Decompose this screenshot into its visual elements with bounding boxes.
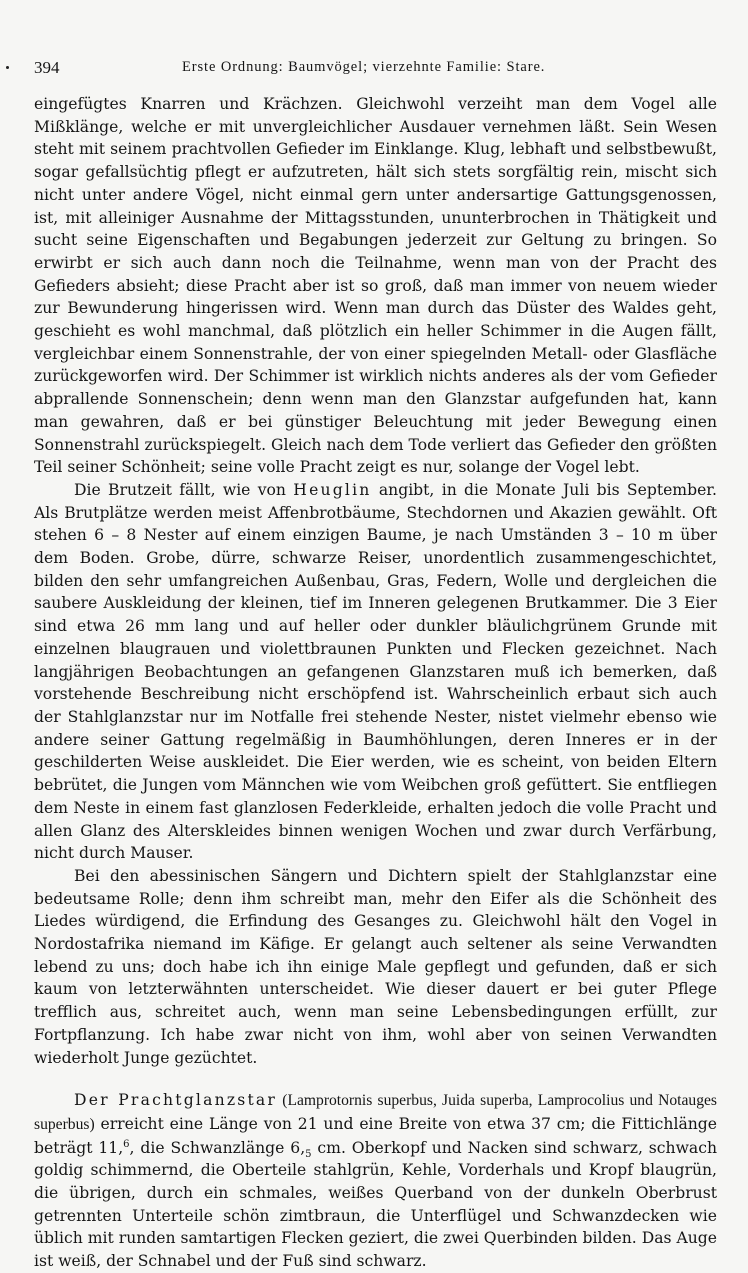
section-gap bbox=[34, 1069, 717, 1089]
paragraph-2-rest: angibt, in die Monate Juli bis September. Als Brutplätze werden meist Affenbrotbäume, Stechdornen und Akazien gewählt. Oft stehen 6 – 8 Nester auf einem einzigen Baume, je nach Umständen 3 – 10 m über dem Boden. Grobe, dürre, schwarze Reiser, unordentlich zusammengeschichtet, bilden den sehr umfangreichen Außenbau, Gras, Federn, Wolle und dergleichen die saubere Auskleidung der kleinen, tief im Inneren gelegenen Brutkammer. Die 3 Eier sind etwa 26 mm lang und auf heller oder dunkler bläulichgrünem Grunde mit einzelnen blaugrauen und violettbraunen Punkten und Flecken gezeichnet. Nach langjährigen Beobachtungen an gefangenen Glanzstaren muß ich bemerken, daß vorstehende Beschreibung nicht erschöpfend ist. Wahrscheinlich erbaut sich auch der Stahlglanzstar nur im Notfalle frei stehende Nester, nistet vielmehr ebenso wie andere seiner Gattung regelmäßig in Baumhöhlungen, deren Inneres er in der geschilderten Weise auskleidet. Die Eier werden, wie es scheint, von beiden Eltern bebrütet, die Jungen vom Männchen wie vom Weibchen groß gefüttert. Sie entfliegen dem Neste in einem fast glanzlosen Federkleide, erhalten jedoch die volle Pracht und allen Glanz des Alterskleides binnen wenigen Wochen und zwar durch Verfärbung, nicht durch Mauser. bbox=[34, 480, 718, 863]
paragraph-2 bbox=[34, 479, 717, 865]
paragraph-4 bbox=[34, 1089, 717, 1273]
author-name: Heuglin bbox=[293, 480, 372, 499]
body-text bbox=[34, 93, 717, 1273]
tail-decimal: 5 bbox=[305, 1148, 312, 1160]
paragraph-4-part-b: , die Schwanzlänge 6, bbox=[129, 1138, 306, 1157]
wing-decimal: 6 bbox=[123, 1138, 130, 1150]
paragraph-4-part-a: erreicht eine Länge von 21 und eine Breite von etwa 37 cm; die Fittichlänge beträgt 11, bbox=[34, 1114, 717, 1157]
page-header bbox=[34, 58, 714, 82]
paragraph-3: Bei den abessinischen Sängern und Dichtern spielt der Stahlglanzstar eine bedeutsame Rolle; denn ihm schreibt man, mehr den Eifer als die Schönheit des Liedes würdigend, die Erfindung des Gesanges zu. Gleichwohl hält den Vogel in Nordostafrika niemand im Käfige. Er gelangt auch seltener als seine Verwandten lebend zu uns; doch habe ich ihn einige Male gepflegt und gefunden, daß er sich kaum von letzterwähnten unterscheidet. Wie dieser dauert er bei guter Pflege trefflich aus, schreitet auch, wenn man seine Lebensbedingungen erfüllt, zur Fortpflanzung. Ich habe zwar nicht von ihm, wohl aber von seinen Verwandten wiederholt Junge gezüchtet. bbox=[34, 866, 717, 1067]
page-number: 394 bbox=[34, 58, 60, 77]
paragraph-2-start: Die Brutzeit fällt, wie von bbox=[74, 480, 294, 499]
species-name: Der Prachtglanzstar bbox=[74, 1091, 278, 1110]
running-head: Erste Ordnung: Baumvögel; vierzehnte Familie: Stare. bbox=[182, 59, 546, 75]
margin-mark bbox=[6, 66, 9, 69]
paragraph-4-part-c: cm. Oberkopf und Nacken sind schwarz, schwach goldig schimmernd, die Oberteile stahlgrün, Kehle, Vorderhals und Kropf blaugrün, die übrigen, durch ein schmales, weißes Querband von der dunkeln Oberbrust getrennten Unterteile schön zimtbraun, die Unterflügel und Schwanzdecken wie üblich mit runden samtartigen Flecken geziert, die zwei Querbinden bilden. Das Auge ist weiß, der Schnabel und der Fuß sind schwarz. bbox=[34, 1138, 717, 1271]
paragraph-1: eingefügtes Knarren und Krächzen. Gleichwohl verzeiht man dem Vogel alle Mißklänge, welche er mit unvergleichlicher Ausdauer vernehmen läßt. Sein Wesen steht mit seinem prachtvollen Gefieder im Einklange. Klug, lebhaft und selbstbewußt, sogar gefallsüchtig pflegt er aufzutreten, hält sich stets sorgfältig rein, mischt sich nicht unter andere Vögel, nicht einmal gern unter andersartige Gattungsgenossen, ist, mit alleiniger Ausnahme der Mittagsstunden, ununterbrochen in Thätigkeit und sucht seine Eigenschaften und Begabungen jederzeit zur Geltung zu bringen. So erwirbt er sich auch dann noch die Teilnahme, wenn man von der Pracht des Gefieders absieht; diese Pracht aber ist so groß, daß man immer von neuem wieder zur Bewunderung hingerissen wird. Wenn man durch das Düster des Waldes geht, geschieht es wohl manchmal, daß plötzlich ein heller Schimmer in die Augen fällt, vergleichbar einem Sonnenstrahle, der von einer spiegelnden Metall- oder Glasfläche zurückgeworfen wird. Der Schimmer ist wirklich nichts anderes als der vom Gefieder abprallende Sonnenschein; denn wenn man den Glanzstar aufgefunden hat, kann man gewahren, daß er bei günstiger Beleuchtung mit jeder Bewegung einen Sonnenstrahl zurückspiegelt. Gleich nach dem Tode verliert das Gefieder den größten Teil seiner Schönheit; seine volle Pracht zeigt es nur, solange der Vogel lebt. bbox=[34, 95, 717, 477]
latin-names: (Lamprotornis superbus, Juida superba, Lamprocolius und Notauges superbus) bbox=[34, 1092, 717, 1133]
